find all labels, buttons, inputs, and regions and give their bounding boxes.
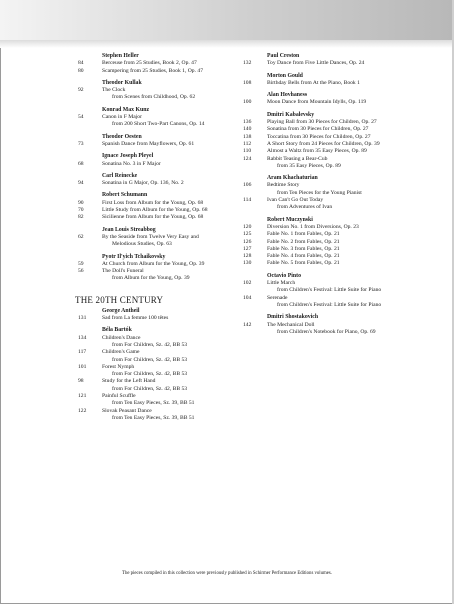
piece-title-line: Sicilienne from Album for the Young, Op. 68: [102, 214, 204, 221]
composer-block: [243, 314, 443, 336]
piece-title: [102, 378, 268, 393]
piece-title-line: Forest Nymph: [102, 363, 135, 370]
piece-source-line: from Ten Easy Pieces, Sz. 39, BB 51: [112, 414, 195, 421]
toc-entry: [78, 214, 268, 221]
page-number: 56: [78, 268, 84, 275]
toc-entry: [243, 239, 443, 246]
toc-entry: [78, 315, 268, 322]
page-number: 122: [78, 407, 87, 414]
piece-source-line: from For Children, Sz. 42, BB 53: [112, 385, 188, 392]
toc-entry: [78, 378, 268, 393]
page-number: 120: [243, 223, 252, 230]
composer-block: [243, 175, 443, 211]
piece-source-line: from For Children, Sz. 42, BB 53: [112, 341, 188, 348]
piece-title-line: Sonatina in G Major, Op. 136, No. 2: [102, 180, 184, 187]
piece-title-line: Fable No. 2 from Fables, Op. 21: [267, 238, 340, 245]
page-number: 84: [78, 60, 84, 67]
piece-title-line: Children's Game: [102, 349, 140, 356]
page-number: 104: [243, 294, 252, 301]
toc-entry: [243, 322, 443, 337]
composer-name: Béla Bartók: [102, 327, 132, 334]
piece-source-line: from For Children, Sz. 42, BB 53: [112, 371, 188, 378]
page-number: 121: [78, 392, 87, 399]
composer-name: Octavio Pinto: [267, 272, 301, 279]
piece-title: [102, 393, 268, 408]
page-number: 142: [243, 321, 252, 328]
composer-name: Paul Creston: [267, 53, 300, 59]
page-number: 102: [243, 280, 252, 287]
piece-title-line: Almost a Waltz from 35 Easy Pieces, Op. 89: [267, 148, 367, 155]
page-number: 112: [243, 140, 252, 147]
piece-title-line: Toccatina from 30 Pieces for Children, Op. 27: [267, 133, 371, 140]
piece-title: [102, 335, 268, 350]
left-column: [75, 53, 268, 422]
toc-entry: [243, 80, 443, 87]
page-number: 82: [78, 214, 84, 221]
composer-name: Alan Hovhaness: [267, 92, 308, 99]
page-number: 131: [78, 315, 87, 322]
piece-source-line: from Children's Festival: Little Suite for Piano: [277, 301, 382, 308]
composer-name: Theodor Kullak: [102, 79, 142, 86]
page-number: 117: [78, 349, 87, 356]
page-number: 126: [243, 238, 252, 245]
toc-entry: [78, 364, 268, 379]
piece-title-line: By the Seaside from Twelve Very Easy and: [102, 233, 199, 240]
toc-entry: [78, 141, 268, 148]
piece-source-line: from Children's Notebook for Piano, Op. 69: [277, 328, 376, 335]
composer-block: [78, 192, 268, 221]
piece-title: [267, 295, 443, 310]
piece-source-line: from Ten Pieces for the Young Pianist: [277, 189, 362, 196]
piece-title-line: Children's Dance: [102, 334, 141, 341]
page-number: 124: [243, 155, 252, 162]
left-composer-list: [78, 53, 268, 283]
piece-title-line: At Church from Album for the Young, Op. 39: [102, 260, 205, 267]
composer-block: [78, 153, 268, 168]
right-column: [243, 53, 443, 336]
piece-title-line: Little Study from Album for the Young, Op. 68: [102, 207, 208, 214]
piece-title-line: The Doll's Funeral: [102, 268, 144, 275]
piece-title-line: Study for the Left Hand: [102, 378, 156, 385]
piece-title-line: The Clock: [102, 87, 126, 94]
composer-name: Theodor Oesten: [102, 133, 142, 140]
composer-name: Carl Reinecke: [102, 172, 138, 179]
page-number: 128: [243, 253, 252, 260]
piece-title: [267, 60, 443, 67]
toc-entry: [243, 182, 443, 197]
composer-block: [78, 107, 268, 129]
composer-block: [78, 327, 268, 422]
piece-title-line: Fable No. 5 from Fables, Op. 21: [267, 260, 340, 267]
page-number: 80: [78, 67, 84, 74]
composer-name: Pyotr Il'yich Tchaikovsky: [102, 253, 166, 260]
page-number: 70: [78, 207, 84, 214]
piece-title-line: Diversion No. 1 from Diversions, Op. 23: [267, 223, 359, 230]
piece-title-line: Fable No. 1 from Fables, Op. 21: [267, 231, 340, 238]
piece-title: [267, 126, 443, 133]
page-number: 127: [243, 245, 252, 252]
toc-entry: [243, 60, 443, 67]
piece-title-line: Spanish Dance from Mayflowers, Op. 61: [102, 140, 195, 147]
piece-title-line: A Short Story from 24 Pieces for Children, Op. 39: [267, 140, 380, 147]
piece-title-line: Little March: [267, 280, 296, 287]
toc-entry: [78, 234, 268, 249]
toc-entry: [78, 60, 268, 67]
piece-source-line: from 35 Easy Pieces, Op. 89: [277, 162, 341, 169]
toc-entry: [78, 268, 268, 283]
composer-block: [78, 254, 268, 283]
page-number: 59: [78, 260, 84, 267]
toc-entry: [243, 148, 443, 155]
toc-entry: [78, 408, 268, 423]
composer-name: Dmitri Kabalevsky: [267, 111, 315, 118]
piece-source-line: from Ten Easy Pieces, Sz. 39, BB 51: [112, 400, 195, 407]
toc-entry: [78, 87, 268, 102]
left-composer-list-20th: [78, 308, 268, 422]
toc-entry: [78, 68, 268, 75]
piece-title-line: Ivan Can't Go Out Today: [267, 197, 324, 204]
page-number: 136: [243, 119, 252, 126]
piece-source-line: from Adventures of Ivan: [277, 204, 333, 211]
piece-title: [267, 231, 443, 238]
toc-entry: [243, 126, 443, 133]
header-fade: [0, 40, 454, 48]
piece-title-line: Bedtime Story: [267, 182, 300, 189]
piece-title-line: The Mechanical Doll: [267, 321, 315, 328]
page-number: 106: [243, 182, 252, 189]
toc-entry: [78, 393, 268, 408]
piece-title: [267, 260, 443, 267]
toc-entry: [243, 134, 443, 141]
piece-title-line: Toy Dance from Five Little Dances, Op. 24: [267, 60, 365, 67]
toc-entry: [243, 197, 443, 212]
page-number: 101: [78, 363, 87, 370]
toc-entry: [243, 295, 443, 310]
composer-name: Robert Schumann: [102, 192, 148, 199]
piece-title: [267, 134, 443, 141]
page-number: 132: [243, 60, 252, 67]
header-band: [0, 0, 454, 40]
toc-entry: [243, 231, 443, 238]
piece-title: [267, 182, 443, 197]
composer-name: Aram Khachaturian: [267, 175, 318, 182]
composer-block: [243, 217, 443, 268]
composer-name: George Antheil: [102, 307, 140, 314]
piece-source-line: from 200 Short Two-Part Canons, Op. 14: [112, 121, 205, 128]
page-number: 110: [243, 148, 252, 155]
piece-source-line: from For Children, Sz. 42, BB 53: [112, 356, 188, 363]
composer-name: Konrad Max Kunz: [102, 106, 150, 113]
page-number: 134: [78, 334, 87, 341]
piece-title-line: Painful Scuffle: [102, 392, 136, 399]
piece-title-line: Sad from La femme 100 têtes: [102, 315, 169, 322]
toc-entry: [78, 335, 268, 350]
composer-block: [243, 273, 443, 309]
page-number: 130: [243, 260, 252, 267]
piece-title-line: Sonatina from 30 Pieces for Children, Op. 27: [267, 126, 369, 133]
right-composer-list: [243, 53, 443, 336]
toc-entry: [78, 349, 268, 364]
piece-source-line: from Album for the Young, Op. 39: [112, 275, 190, 282]
page-number: 68: [78, 160, 84, 167]
page-number: 94: [78, 180, 84, 187]
piece-title: [102, 408, 268, 423]
piece-title-line: Fable No. 4 from Fables, Op. 21: [267, 253, 340, 260]
page-number: 138: [243, 133, 252, 140]
piece-title-line: First Loss from Album for the Young, Op. 68: [102, 199, 204, 206]
piece-title: [267, 197, 443, 212]
piece-title-line: Birthday Bells from At the Piano, Book 1: [267, 79, 360, 86]
toc-entry: [78, 180, 268, 187]
piece-source-line: from Children's Festival: Little Suite for Piano: [277, 287, 382, 294]
composer-block: [243, 92, 443, 107]
page-number: 92: [78, 87, 84, 94]
composer-block: [78, 80, 268, 102]
piece-title-line: Sonatina No. 3 in F Major: [102, 160, 161, 167]
page-number: 73: [78, 140, 84, 147]
page-number: 54: [78, 114, 84, 121]
piece-title-line: Moon Dance from Mountain Idylls, Op. 119: [267, 99, 367, 106]
composer-name: Dmitri Shostakovich: [267, 314, 319, 321]
piece-title-line: Playing Ball from 30 Pieces for Children, Op. 27: [267, 119, 377, 126]
composer-name: Jean Louis Streabbog: [102, 226, 156, 233]
composer-block: [243, 73, 443, 88]
composer-block: [78, 53, 268, 75]
toc-entry: [78, 161, 268, 168]
piece-title-line: Fable No. 3 from Fables, Op. 21: [267, 245, 340, 252]
composer-block: [78, 173, 268, 188]
page-number: 125: [243, 231, 252, 238]
composer-block: [78, 308, 268, 323]
piece-title-line: Rabbit Teasing a Bear-Cub: [267, 155, 328, 162]
piece-title: [267, 80, 443, 87]
toc-entry: [243, 260, 443, 267]
piece-title: [102, 364, 268, 379]
page-number: 100: [243, 99, 252, 106]
toc-entry: [243, 156, 443, 171]
composer-name: Robert Muczynski: [267, 216, 313, 223]
page-number: 90: [78, 199, 84, 206]
footer-note: The pieces compiled in this collection were previously published in Schirmer Performance Editions volumes.: [122, 571, 332, 576]
section-heading-20th-century: THE 20TH CENTURY: [75, 294, 164, 305]
composer-name: Stephen Heller: [102, 53, 139, 59]
piece-title: [267, 99, 443, 106]
page-number: 114: [243, 197, 252, 204]
toc-entry: [243, 280, 443, 295]
page-number: 98: [78, 378, 84, 385]
composer-name: Morton Gould: [267, 72, 303, 79]
piece-source-line: Melodious Studies, Op. 63: [112, 241, 172, 248]
piece-title: [102, 349, 268, 364]
page-number: 62: [78, 233, 84, 240]
composer-block: [243, 53, 443, 68]
piece-source-line: from Scenes from Childhood, Op. 62: [112, 94, 196, 101]
piece-title-line: Canon in F Major: [102, 114, 142, 121]
piece-title-line: Slovak Peasant Dance: [102, 407, 152, 414]
toc-entry: [78, 261, 268, 268]
page-number: 140: [243, 126, 252, 133]
composer-name: Ignace Joseph Pleyel: [102, 153, 154, 160]
piece-title: [267, 156, 443, 171]
page-number: 108: [243, 79, 252, 86]
composer-block: [243, 112, 443, 170]
piece-title-line: Berceuse from 25 Studies, Book 2, Op. 47: [102, 60, 197, 67]
toc-entry: [78, 114, 268, 129]
piece-title: [267, 148, 443, 155]
piece-title: [267, 239, 443, 246]
piece-title: [267, 280, 443, 295]
piece-title-line: Scampering from 25 Studies, Book 1, Op. 47: [102, 67, 203, 74]
composer-block: [78, 227, 268, 249]
piece-title-line: Serenade: [267, 294, 288, 301]
toc-entry: [78, 200, 268, 207]
piece-title: [267, 322, 443, 337]
toc-entry: [243, 99, 443, 106]
composer-block: [78, 134, 268, 149]
